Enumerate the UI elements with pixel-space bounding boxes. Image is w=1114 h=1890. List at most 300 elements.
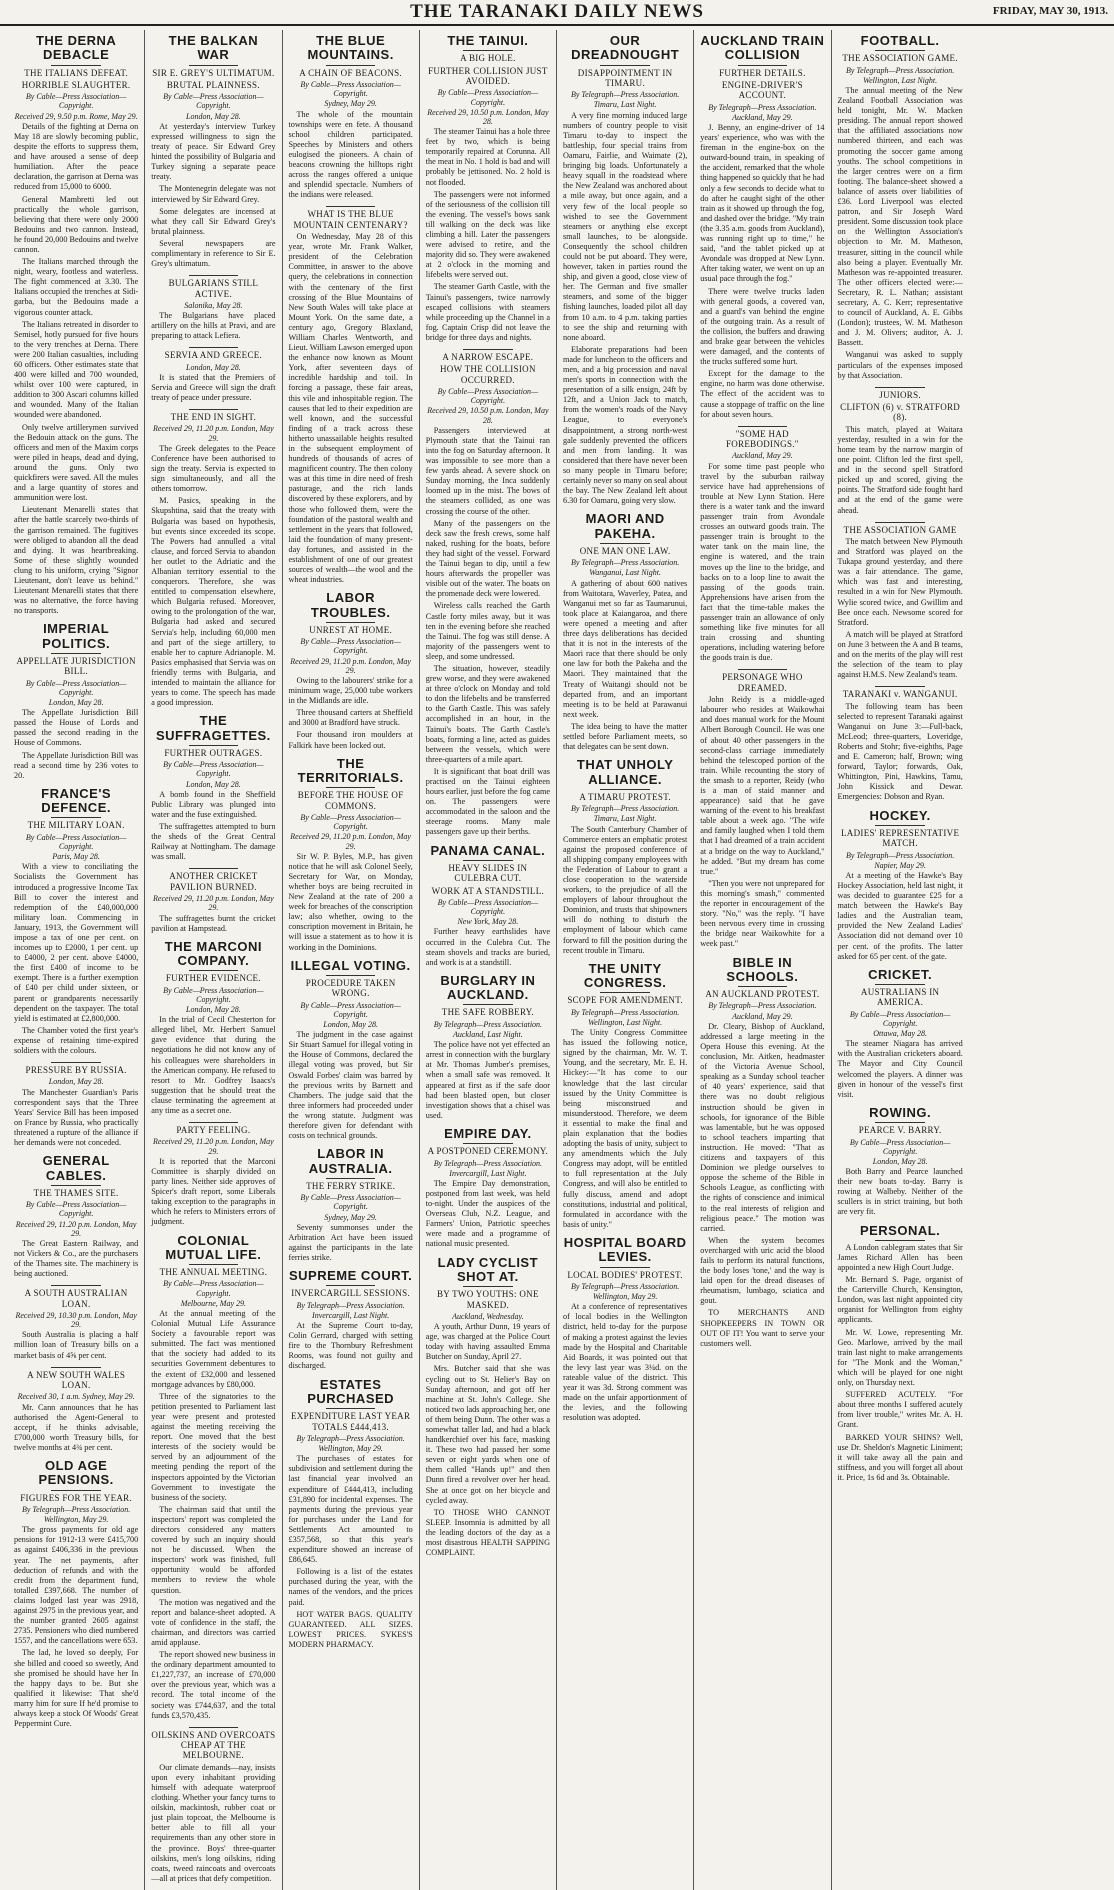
body-paragraph: The Empire Day demonstration, postponed from last week, was held to-night. Under the auspices of the Overseas Club, N.Z. League, and Farmers' Union, Patriotic speeches were made and a programme of national music presented. bbox=[425, 1178, 550, 1249]
dateline: Timaru, Last Night. bbox=[593, 814, 657, 824]
article bbox=[838, 34, 963, 381]
article-headline: AUCKLAND TRAIN COLLISION bbox=[700, 33, 825, 63]
article-subheading: WHAT IS THE BLUE MOUNTAIN CENTENARY? bbox=[293, 209, 408, 230]
wire-credit: By Telegraph—Press Association. bbox=[570, 90, 680, 100]
article-subheading: PEARCE V. BARRY. bbox=[858, 1125, 942, 1136]
headline-rule bbox=[51, 653, 101, 654]
body-paragraph: Many of the passengers on the deck saw the fresh crews, some half naked, rushing for the boats, before they had sight of the vessel. Forward the Tainui began to dip, until a few hours afterwards the propeller was visible out of the water. The boats on the promenade deck were lowered. bbox=[425, 518, 550, 599]
article-subheading: APPELLATE JURISDICTION BILL. bbox=[16, 655, 136, 677]
body-paragraph: Our climate demands—nay, insists upon every inhabitant providing himself with adequate waterproof clothing. Whether your fancy turns to oilskin, mackintosh, rubber coat or just plain topcoat, the Melbourne is better able to fill all your requirements than any other store in the province. Boys' three-quarter oilskins, men's long oilskins, riding coats, tweed raincoats and overcoats—all at prices that defy competition. bbox=[151, 1762, 276, 1883]
article-headline: ESTATES PURCHASED bbox=[307, 1376, 395, 1406]
wire-credit: By Cable—Press Association—Copyright. bbox=[300, 812, 401, 832]
body-paragraph: Four thousand iron moulders at Falkirk have been locked out. bbox=[288, 730, 413, 750]
dateline: Auckland, May 29. bbox=[732, 451, 793, 461]
section-divider bbox=[875, 522, 925, 523]
article-subheading: BEFORE THE HOUSE OF COMMONS. bbox=[297, 790, 404, 811]
body-paragraph: J. Benny, an engine-driver of 14 years' experience, who was with the fireman in the engine-box on the outward-bound train, in speaking of the accident, remarked that the whole thing happened so quickly that he had only a few seconds to decide what to do after he caught sight of the other train as it showed up through the fog, and dashed over the bridge. "My train (the 3.35 a.m. goods from Auckland), was running right up to time," he said, "and the tablet picked up at Avondale was dropped at New Lynn. After taking water, we went on up an usual pace through the fog." bbox=[700, 123, 825, 284]
wire-credit: By Telegraph—Press Association. bbox=[845, 850, 955, 860]
article-subheading: A BIG HOLE. bbox=[460, 53, 516, 64]
body-paragraph: A gathering of about 600 natives from Waitotara, Waverley, Patea, and Wanganui met so far as Taumarunui, took place at Kaiangaroa, and there were opened a meeting and after three days deliberations has decided that it is not in the interests of the Maori race that there should be only one law for both the Pakeha and the Maori. They maintained that the Treaty of Waitangi should not be departed from, and an important meeting is to be held at Parawanui next week. bbox=[563, 578, 688, 719]
wire-credit: By Telegraph—Press Association. bbox=[570, 1007, 680, 1017]
article-subheading: DISAPPOINTMENT IN TIMARU. bbox=[577, 67, 673, 88]
wire-credit: By Cable—Press Association—Copyright. bbox=[163, 92, 264, 111]
headline-rule bbox=[875, 1122, 925, 1123]
article-subheading: THE SAFE ROBBERY. bbox=[441, 1007, 534, 1018]
body-paragraph: It is reported that the Marconi Committee is sharply divided on party lines. Neither side approves of Spicer's draft report, some Liberals taking exception to the paragraphs in which he refers to Ministers errors of judgment. bbox=[151, 1156, 276, 1227]
article-subheading: PROCEDURE TAKEN WRONG. bbox=[305, 977, 396, 999]
article bbox=[14, 1367, 138, 1453]
dateline: Salonika, May 28. bbox=[184, 300, 243, 310]
article bbox=[289, 1378, 413, 1650]
dateline: Received 29, 9.50 p.m. Rome, May 29. bbox=[14, 111, 138, 121]
article-subheading: CLIFTON (6) v. STRATFORD (8). bbox=[840, 402, 961, 423]
headline-rule bbox=[189, 745, 239, 746]
dateline: London, May 28. bbox=[186, 362, 241, 372]
body-paragraph: The motion was negatived and the report and balance-sheet adopted. A vote of confidence in the staff, the chairman, and directors was carried amid applause. bbox=[151, 1597, 276, 1647]
wire-credit: By Telegraph—Press Association. bbox=[296, 1433, 405, 1443]
article-subheading: INVERCARGILL SESSIONS. bbox=[291, 1288, 411, 1299]
column-5 bbox=[557, 30, 694, 1890]
wire-credit: By Telegraph—Press Association. bbox=[21, 1504, 131, 1514]
article-headline: OUR DREADNOUGHT bbox=[571, 33, 680, 63]
headline-rule bbox=[875, 825, 925, 826]
headline-rule bbox=[326, 1178, 376, 1179]
headline-rule bbox=[326, 65, 376, 66]
article bbox=[151, 714, 275, 862]
wire-credit: By Telegraph—Press Association. bbox=[433, 1019, 543, 1029]
article-headline: FOOTBALL. bbox=[860, 33, 940, 48]
dateline: London, May 28. bbox=[323, 1019, 378, 1029]
body-paragraph: Further heavy earthslides have occurred in the Culebra Cut. The steam shovels and tracks are buried, and work is at a standstill. bbox=[425, 927, 550, 967]
article-subheading: WORK AT A STANDSTILL. bbox=[431, 885, 545, 896]
headline-rule bbox=[875, 50, 925, 51]
body-paragraph: The passengers were not informed of the seriousness of the collision till the evening. The vessel's bows sank till walking on the deck was like climbing a hill. Later the passengers were advised to retire, and the majority did so. They were awakened at 2 o'clock in the morning and lifebelts were served out. bbox=[425, 189, 550, 280]
body-paragraph: It is significant that boat drill was practised on the Tainui eighteen hours earlier, just before the fog came on. The passengers were accommodated in the saloon and the steerage rooms. Many male passengers gave up their berths. bbox=[425, 766, 550, 837]
article-headline: HOSPITAL BOARD LEVIES. bbox=[563, 1234, 687, 1265]
body-paragraph: The Greek delegates to the Peace Conference have been authorised to sign the treaty. Servia is expected to sign simultaneously, and all the others tomorrow. bbox=[151, 443, 276, 494]
body-paragraph: Dr. Cleary, Bishop of Auckland, addressed a large meeting in the Opera House this evening. At the conclusion, Mr. Aitken, headmaster of the Victoria Avenue School, speaking as a Sunday school teacher of 40 years' experience, said that there was no doubt religious instruction should be given in schools, for ignorance of the Bible was lamentable, but he was opposed to school teachers imparting that instruction. He moved: "That as citizens and taxpayers of this Dominion we pledge ourselves to oppose the scheme of the Bible in Schools League, as conflicting with the rights of conscience and inimical to the real interests of religion and religious peace." The motion was carried. bbox=[700, 1021, 825, 1233]
article bbox=[426, 34, 550, 343]
article bbox=[563, 962, 687, 1230]
body-paragraph: Several newspapers are complimentary in reference to Sir E. Grey's ultimatum. bbox=[151, 238, 276, 269]
section-divider bbox=[51, 1367, 101, 1368]
headline-rule bbox=[600, 65, 650, 66]
article-subheading: UNREST AT HOME. bbox=[309, 624, 393, 635]
body-paragraph: The situation, however, steadily grew worse, and they were awakened at three o'clock on Monday and told to don the lifebelts and be transferred to the Garth Castle. This was safely accomplished in an hour, in the Tainui's boats. The Garth Castle's boats, forming a line, acted as guides between the vessels, which were three-quarters of a mile apart. bbox=[425, 663, 550, 764]
article bbox=[838, 686, 963, 802]
column-2 bbox=[145, 30, 282, 1890]
article-subheading: EXPENDITURE LAST YEAR TOTALS £444,413. bbox=[290, 1411, 411, 1432]
dateline: Received 29, 11.20 p.m. London, May 29. bbox=[15, 1219, 137, 1238]
article-subheading: SCOPE FOR AMENDMENT. bbox=[567, 995, 683, 1006]
article-headline: LABOR TROUBLES. bbox=[310, 590, 391, 620]
body-paragraph: This match, played at Waitara yesterday, resulted in a win for the home team by the narrow margin of one point. Clifton led the first spell, and in the second spell Stratford picked up and scored, giving the points. The Stratford side fought hard and at the end of the game were ahead. bbox=[837, 424, 963, 515]
article-subheading: THE ANNUAL MEETING. bbox=[159, 1267, 268, 1278]
body-paragraph: With a view to conciliating the Socialists the Government has introduced a progressive Income Tax Bill to cover the interest and redemption of the £40,000,000 military loan. Commencing in January, 1913, the Government will impose a tax of one per cent. on incomes up to £2000, 1 per cent. up to £4000, 2 per cent. above £4000, the first £400 of income to be exempt. There is a further exemption of £40 per child under sixteen, or parent or grandparents necessarily dependent on the taxpayer. The total yield is estimated at £2,800,000. bbox=[14, 862, 139, 1023]
article bbox=[14, 1459, 138, 1729]
body-paragraph: Some delegates are incensed at what they call Sir Edward Grey's brutal plainness. bbox=[151, 206, 276, 236]
body-paragraph: There were twelve trucks laden with general goods, a covered van, and a guard's van behind the engine of the outgoing train. As a result of the collision, the buffers and drawing and brake gear between the vehicles were damaged, and the contents of the trucks suffered some hurt. bbox=[700, 286, 825, 367]
body-paragraph: The report showed new business in the ordinary department amounted to £1,227,737, an increase of £70,000 over the previous year, which was a record. The total income of the society was £744,637, and the total funds £3,570,435. bbox=[151, 1650, 276, 1720]
body-paragraph: A London cablegram states that Sir James Richard Allen has been appointed a new High Court Judge. bbox=[837, 1242, 963, 1273]
headline-rule bbox=[463, 1004, 513, 1005]
article-headline: PANAMA CANAL. bbox=[430, 842, 546, 858]
body-paragraph: The Italians retreated in disorder to Semisel, hotly pursued for five hours to the very trenches at Derna. There were 200 Italian casualties, including 60 officers. Other estimates state that 400 were killed and 700 wounded, whilst over 100 were captured, in addition to 300 Ascari columns killed and wounded. Many of the Italian wounded were abandoned. bbox=[14, 319, 139, 420]
dateline: Wellington, Last Night. bbox=[863, 75, 938, 85]
dateline: Wellington, May 29. bbox=[592, 1292, 658, 1302]
article-headline: OLD AGE PENSIONS. bbox=[38, 1457, 114, 1488]
columns bbox=[8, 30, 1106, 1883]
dateline: New York, May 28. bbox=[457, 917, 519, 927]
wire-credit: By Cable—Press Association—Copyright. bbox=[300, 1000, 401, 1019]
body-paragraph: The following team has been selected to represent Taranaki against Wanganui on June 3:—Full-back, McLeod; three-quarters, Loveridge, Roberts and Stohr; five-eighths, Page and E. Cameron; half, Brown; wing forward, Taylor; forwards, Oak, Whittington, Pini, Hawkins, Tamu, John Kissick and Dewar. Emergencies: Dobson and Ryan. bbox=[837, 701, 963, 802]
article-subheading: THE FERRY STRIKE. bbox=[306, 1180, 396, 1191]
body-paragraph: The Great Eastern Railway, and not Vickers & Co., are the purchasers of the Thames site. The machinery is being auctioned. bbox=[14, 1238, 139, 1279]
headline-rule bbox=[326, 622, 376, 623]
headline-rule bbox=[51, 1185, 101, 1186]
body-paragraph: The steamer Tainui has a hole three feet by two, which is being temporarily repaired at Corunna. All the meat in No. 1 hold is bad and will probably be jettisoned. No. 2 hold is not flooded. bbox=[425, 127, 550, 187]
article bbox=[700, 669, 824, 949]
section-divider bbox=[326, 206, 376, 207]
body-paragraph: The Appellate Jurisdiction Bill passed the House of Lords and passed the second reading in the House of Commons. bbox=[14, 708, 139, 748]
section-divider bbox=[189, 347, 239, 348]
body-paragraph: The steamer Niagara has arrived with the Australian cricketers aboard. The Mayor and City Council welcomed the players. A dinner was given in honour of the vessel's first visit. bbox=[837, 1039, 963, 1099]
dateline: London, May 28. bbox=[186, 1005, 241, 1014]
wire-credit: By Cable—Press Association—Copyright. bbox=[437, 88, 539, 107]
article-subheading: HORRIBLE SLAUGHTER. bbox=[21, 79, 131, 90]
dateline: Melbourne, May 29. bbox=[180, 1298, 247, 1308]
article bbox=[426, 1127, 550, 1250]
dateline: Ottawa, May 28. bbox=[873, 1029, 928, 1039]
article bbox=[14, 787, 138, 1056]
body-paragraph: Except for the damage to the engine, no harm was done otherwise. The effect of the accident was to cause a stoppage of traffic on the line for about seven hours. bbox=[700, 369, 825, 419]
headline-rule bbox=[189, 970, 239, 971]
article-headline: THE DERNA DEBACLE bbox=[35, 33, 117, 63]
article-subheading: SERVIA AND GREECE. bbox=[164, 350, 263, 361]
body-paragraph: General Mambretti led out practically the whole garrison, believing that there were only 2000 Bedouins and two cannon. Instead, he found 20,000 Bedouins and twelve cannon. bbox=[14, 194, 139, 254]
wire-credit: By Cable—Press Association—Copyright. bbox=[25, 678, 127, 697]
body-paragraph: Passengers interviewed at Plymouth state that the Tainui ran into the fog on Saturday afternoon. It was impossible to see more than a few yards ahead. A severe shock on Sunday morning, the Inca suddenly loomed up in the mist. The bows of the steamers collided, as one was crossing the course of the other. bbox=[425, 425, 550, 516]
article-subheading: "SOME HAD FOREBODINGS." bbox=[725, 428, 799, 450]
article-subheading: OILSKINS AND OVERCOATS CHEAP AT THE MELBOURNE. bbox=[151, 1729, 276, 1761]
body-paragraph: The South Canterbury Chamber of Commerce enters an emphatic protest against the proposed conference of all shipping company employees with the Federation of Labour to grant a close cooperation to the waterside workers, to the prejudice of all the employers of labour throughout the Dominion, and trusts that shipowners will do nothing to disturb the employment of labour which came forward to fill the position during the recent trouble in Timaru. bbox=[563, 824, 688, 955]
headline-rule bbox=[326, 1408, 376, 1409]
article bbox=[289, 1147, 413, 1263]
wire-credit: By Cable—Press Association—Copyright. bbox=[25, 1200, 127, 1219]
section-divider bbox=[463, 349, 513, 350]
article bbox=[289, 591, 413, 750]
article-subheading: A NARROW ESCAPE. bbox=[442, 352, 534, 363]
dateline: Received 29, 11.20 p.m. London, May 29. bbox=[290, 656, 411, 675]
dateline: London, May 28. bbox=[48, 698, 104, 707]
body-paragraph: The suffragettes attempted to burn the sheds of the Great Central Railway at Nottingham. The damage was small. bbox=[151, 822, 276, 862]
dateline: Paris, May 28. bbox=[52, 852, 100, 862]
body-paragraph: In the trial of Cecil Chesterton for alleged libel, Mr. Herbert Samuel gave evidence that during the negotiations he did not know any of his colleagues were shareholders in the American company. He refused to resort to Mr. Godfrey Isaacs's suggestion that he should treat the clause terminating the agreement at any time as a secret one. bbox=[151, 1015, 276, 1116]
body-paragraph: Only twelve artillerymen survived the Bedouin attack on the guns. The officers and men of the Maxim corps were piled in heaps, dead and dying, around the guns. Only two quickfirers were saved. All the mules and a large quantity of stores and ammunition were lost. bbox=[14, 422, 139, 503]
article bbox=[563, 1236, 687, 1423]
dateline: Auckland, May 29. bbox=[732, 1011, 793, 1021]
column-7 bbox=[832, 30, 969, 1890]
dateline: Invercargill, Last Night. bbox=[449, 1168, 527, 1178]
body-paragraph: Mrs. Butcher said that she was cycling out to St. Helier's Bay on Sunday afternoon, and got off her machine at St. John's College. She noticed two lads approaching her, one of them being Dunn. The other was a somewhat taller lad, and had a black handkerchief over his face, masking it. These two had passed her some seven or eight yards when one of them called "Hands up!" and then Dunn fired a revolver over her head. She at once got on her bicycle and cycled away. bbox=[425, 1364, 551, 1505]
body-paragraph: On Wednesday, May 28 of this year, wrote Mr. Frank Walker, president of the Celebration Committee, in answer to the above query, the celebrations in connection with the centenary of the first crossing of the Blue Mountains of New South Wales will take place at Mount York. On the same date, a century ago, Gregory Blaxland, William Charles Wentworth, and Lieut. William Lawson emerged upon the enhance now known as Mount York, after seventeen days of incredible hardship and toil. In forcing a passage, these fair areas, this vile and inhospitable region. The causes that led to their expedition are well known, and the successful finding of a track across these hitherto unassailable heights resulted in the subsequent employment of hundreds of thousands of acres of magnificent country. The then colony was at this time in dire need of fresh pasturage, and the rich lands discovered by these explorers, and by those who followed them, were the foundation of the pastoral wealth and settlement in the years that followed, laid the foundation of many present-day fortunes, and assisted in the establishment of one of our greatest sources of wealth—the wool and the wheat industries. bbox=[288, 232, 413, 585]
article-headline: GENERAL CABLES. bbox=[42, 1153, 110, 1183]
article bbox=[289, 206, 413, 585]
article bbox=[426, 349, 550, 838]
article-subheading: HOW THE COLLISION OCCURRED. bbox=[439, 364, 536, 385]
article-subheading: THE ITALIANS DEFEAT. bbox=[24, 67, 129, 78]
body-paragraph: The purchases of estates for subdivision and settlement during the last financial year involved an expenditure of £444,413, including £31,890 for incidental expenses. The payments during the previous year for purchases under the Land for Settlements Act amounted to £357,568, so that this year's expenditure showed an increase of £86,645. bbox=[288, 1454, 413, 1565]
article bbox=[151, 1727, 275, 1884]
body-paragraph: The Montenegrin delegate was not interviewed by Sir Edward Grey. bbox=[151, 184, 276, 204]
body-paragraph: TO THOSE WHO CANNOT SLEEP. Insomnia is admitted by all the leading doctors of the day as a most disastrous HEALTH SAPPING COMPLAINT. bbox=[425, 1507, 550, 1558]
dateline: Auckland, Last Night. bbox=[452, 1029, 523, 1039]
article bbox=[838, 1224, 963, 1483]
article-subheading: TARANAKI v. WANGANUI. bbox=[842, 689, 958, 700]
body-paragraph: The Unity Congress Committee has issued the following notice, signed by the chairman, Mr. W. T. Young, and the secretary, Mr. E. H. Hickey:—"It has come to our knowledge that the last circular issued by the Unity Committee is being misconstrued and misunderstood. Therefore, we deem it essential to make the final and plain explanation that the bodies adopting the basis of unity, subject to any amendments which the July Congress may adopt, will be entitled to full representation at the July Congress, and will also be entitled to fully discuss, amend and adopt constitutions, industrial and political, formulated in accordance with the basis of unity." bbox=[563, 1028, 688, 1229]
article bbox=[289, 959, 413, 1142]
headline-rule bbox=[51, 817, 101, 818]
article-subheading: AN AUCKLAND PROTEST. bbox=[705, 989, 820, 1000]
dateline: Received 29, 11.20 p.m. London, May 29. bbox=[153, 424, 274, 443]
dateline: Wanganui, Last Night. bbox=[589, 568, 661, 578]
article bbox=[700, 426, 824, 664]
wire-credit: By Telegraph—Press Association. bbox=[570, 804, 680, 814]
body-paragraph: At a meeting of the Hawke's Bay Hockey Association, held last night, it was decided to guarantee £25 for a match between the Hawke's Bay ladies and the Australian team, provided the New Zealand Ladies' Association did not demand over 10 per cent. of the profits. The latter asked for 65 per cent. of the gate. bbox=[837, 870, 963, 961]
article bbox=[700, 956, 824, 1349]
article-headline: THE SUFFRAGETTES. bbox=[155, 713, 271, 743]
dateline: Napier, May 29. bbox=[874, 860, 926, 870]
wire-credit: By Cable—Press Association—Copyright. bbox=[849, 1009, 951, 1028]
wire-credit: By Telegraph—Press Association. bbox=[708, 102, 817, 112]
headline-rule bbox=[189, 65, 239, 66]
article bbox=[563, 758, 687, 956]
body-paragraph: At the Supreme Court to-day, Colin Gerrard, charged with setting fire to the Thornbury Refreshment Rooms, was found not guilty and discharged. bbox=[288, 1321, 413, 1371]
dateline: London, May 28. bbox=[48, 1077, 104, 1087]
section-divider bbox=[189, 1122, 239, 1123]
article bbox=[289, 34, 413, 200]
dateline: London, May 28. bbox=[186, 779, 241, 789]
article-headline: THE TERRITORIALS. bbox=[297, 755, 404, 785]
article-headline: HOCKEY. bbox=[869, 807, 931, 823]
body-paragraph: The police have not yet effected an arrest in connection with the burglary at Mr. Thomas Jumber's premises, when a small safe was removed. It appeared at first as if the safe door had been blasted open, but closer investigation shows that a chisel was used. bbox=[425, 1040, 550, 1120]
column-3 bbox=[283, 30, 420, 1890]
article-headline: SUPREME COURT. bbox=[288, 1268, 413, 1284]
article bbox=[426, 1256, 550, 1559]
article-headline: THE TAINUI. bbox=[447, 33, 529, 48]
article-subheading: SIR E. GREY'S ULTIMATUM. bbox=[152, 67, 275, 78]
article-headline: THE UNITY CONGRESS. bbox=[583, 960, 667, 991]
body-paragraph: Both Barry and Pearce launched their new boats to-day. Barry is rowing at Walbeby. Neither of the scullers is in strict training, but both are very fit. bbox=[837, 1167, 963, 1217]
body-paragraph: Following is a list of the estates purchased during the year, with the names of the vendors, and the prices paid. bbox=[288, 1567, 413, 1607]
article-subheading: ANOTHER CRICKET PAVILION BURNED. bbox=[169, 871, 258, 892]
column-1 bbox=[8, 30, 145, 1890]
dateline: Sydney, May 29. bbox=[324, 99, 377, 109]
body-paragraph: HOT WATER BAGS. QUALITY GUARANTEED. ALL SIZES. LOWEST PRICES. SYKES'S MODERN PHARMACY. bbox=[288, 1609, 413, 1649]
article-subheading: A POSTPONED CEREMONY. bbox=[427, 1146, 549, 1157]
article bbox=[289, 1269, 413, 1371]
body-paragraph: The match between New Plymouth and Stratford was played on the Tukapa ground yesterday, and there was a fair attendance. The game, which was fast and interesting, resulted in a win for New Plymouth. Wylie scored twice, and Gwillim and Bee once each. Newsome scored for Stratford. bbox=[837, 536, 963, 627]
body-paragraph: The judgment in the case against Sir Stuart Samuel for illegal voting in the House of Commons, declared the illegal voting was proved, but Sir Oswald Forbes' claim was barred by the previous writs by Barnett and Chambers. The judge said that the three informers had proceeded under the wrong statute. Judgment was therefore given for defendant with costs on technical grounds. bbox=[288, 1030, 413, 1141]
wire-credit: By Cable—Press Association—Copyright. bbox=[300, 1193, 401, 1212]
headline-rule bbox=[738, 986, 788, 987]
article-subheading: BULGARIANS STILL ACTIVE. bbox=[168, 278, 259, 299]
article-headline: THE BLUE MOUNTAINS. bbox=[307, 33, 394, 63]
article-subheading: A SOUTH AUSTRALIAN LOAN. bbox=[24, 1288, 128, 1309]
headline-rule bbox=[875, 1240, 925, 1241]
headline-rule bbox=[51, 65, 101, 66]
body-paragraph: It is stated that the Premiers of Servia and Greece will sign the draft treaty of peace under pressure. bbox=[151, 372, 276, 403]
body-paragraph: John Reidy is a middle-aged labourer who resides at Waikowhai and does manual work for the Mount Albert Borough Council. He was one of about 40 other passengers in the second-class carriage immediately behind the telescoped portion of the train. While recounting the story of the smash to a reporter, Reidy (who is a man of staid manner and appearance) said that he gave warning of the event to his breakfast table about a week ago. "The wife and family laughed when I told them that I had dreamed of a train accident at a bridge on the way to Auckland," he added. "But my dream has come true." bbox=[700, 695, 825, 876]
section-divider bbox=[738, 426, 788, 427]
article bbox=[563, 512, 687, 752]
article bbox=[838, 1106, 963, 1218]
body-paragraph: Wireless calls reached the Garth Castle forty miles away, but it was ten in the evening before she reached the Tainui. The fog was still dense. A majority of the passengers went to sleep, and some undressed. bbox=[425, 601, 550, 661]
article bbox=[14, 1062, 138, 1148]
article-subheading: THE MILITARY LOAN. bbox=[27, 820, 125, 831]
body-paragraph: BARKED YOUR SHINS? Well, use Dr. Sheldon's Magnetic Liniment; it will take away all the pain and stiffness, and you will forget all about it. Price, 1s 6d and 3s. Obtainable. bbox=[837, 1432, 963, 1482]
headline-rule bbox=[189, 1264, 239, 1265]
article-headline: BIBLE IN SCHOOLS. bbox=[726, 954, 799, 984]
wire-credit: By Cable—Press Association—Copyright. bbox=[300, 637, 401, 656]
article-headline: EMPIRE DAY. bbox=[444, 1125, 532, 1141]
body-paragraph: The chairman said that until the inspectors' report was completed the directors considered any matters covered by such an inquiry should not be discussed. When the inspectors' work was finished, full opportunity would be afforded members to review the whole question. bbox=[151, 1504, 276, 1595]
headline-rule bbox=[463, 1143, 513, 1144]
dateline: Auckland, May 29. bbox=[732, 112, 793, 122]
wire-credit: By Cable—Press Association—Copyright. bbox=[437, 387, 539, 406]
headline-rule bbox=[600, 992, 650, 993]
article-headline: COLONIAL MUTUAL LIFE. bbox=[165, 1232, 262, 1262]
article bbox=[14, 1285, 138, 1360]
wire-credit: By Cable—Press Association—Copyright. bbox=[437, 897, 539, 917]
article-subheading: PRESSURE BY RUSSIA. bbox=[25, 1065, 127, 1076]
body-paragraph: The annual meeting of the New Zealand Football Association was held tonight, Mr. W. Macken presiding. The annual report showed that the affiliated associations now numbered thirteen, and each was promoting the soccer game among youths. The school competitions in the larger centres were on a firm footing. The balance-sheet showed a balance of assets over liabilities of £36. Lord Liverpool was elected patron, and Sir Joseph Ward president. Some discussion took place on the Wellington Association's objection to Mr. M. Matheson, treasurer, sitting in the council while also being a player. Eventually Mr. Matheson was re-appointed treasurer. The other officers elected were:—Secretary, R. L. Nathan; assistant secretary, A. C. Kerr; representative to council of Auckland, A. E. Gibbs (London); trustees, W. M. Matheson and J. M. Olivers; auditor, A. J. Bassett. bbox=[837, 86, 963, 348]
article bbox=[151, 1122, 275, 1227]
body-paragraph: Mr. W. Lowe, representing Mr. Geo. Marlowe, arrived by the mail train last night to make arrangements for "The Monk and the Woman," which will be played for one night only, on Thursday next. bbox=[837, 1327, 963, 1388]
body-paragraph: TO MERCHANTS AND SHOPKEEPERS IN TOWN OR OUT OF IT! You want to serve your customers well. bbox=[700, 1308, 825, 1348]
body-paragraph: A bomb found in the Sheffield Public Library was plunged into water and the fuse extinguished. bbox=[151, 789, 276, 819]
wire-credit: By Cable—Press Association—Copyright. bbox=[163, 985, 264, 1004]
article-headline: FRANCE'S DEFENCE. bbox=[41, 785, 112, 816]
body-paragraph: A match will be played at Stratford on June 3 between the A and B teams, and on the merits of the play will rest the selection of the team to play against H.M.S. New Zealand's team. bbox=[837, 629, 963, 680]
wire-credit: By Telegraph—Press Association. bbox=[570, 1281, 680, 1291]
article-subheading: PERSONAGE WHO DREAMED. bbox=[722, 672, 803, 693]
article-headline: MAORI AND PAKEHA. bbox=[585, 511, 665, 541]
dateline: London, May 28. bbox=[872, 1156, 928, 1166]
article-headline: THE MARCONI COMPANY. bbox=[164, 938, 262, 968]
body-paragraph: Elaborate preparations had been made for luncheon to the officers and men, and a big procession and naval men's sports in connection with the presentation of a silk ensign, 24ft by 12ft, and a Union Jack to match, from the women's roads of the Navy League, to everyone's disappointment, a strong north-west gale suddenly prevented the officers and men from landing. It was considered that there have never been so many people in Timaru before; certainly never so many on seal about the bay. The New Zealand left about 6.30 for Oamaru, going very slow. bbox=[563, 344, 688, 506]
dateline: Wellington, Last Night. bbox=[588, 1017, 663, 1027]
article-subheading: FURTHER EVIDENCE. bbox=[165, 973, 261, 984]
body-paragraph: A youth, Arthur Dunn, 19 years of age, was charged at the Police Court today with having assaulted Emma Butcher on Sunday, April 27. bbox=[425, 1322, 550, 1362]
newspaper-title: THE TARANAKI DAILY NEWS bbox=[410, 1, 704, 22]
article bbox=[700, 34, 824, 420]
section-divider bbox=[51, 1062, 101, 1063]
article-headline: ROWING. bbox=[869, 1104, 932, 1120]
article-headline: IMPERIAL POLITICS. bbox=[42, 621, 111, 651]
wire-credit: By Cable—Press Association—Copyright. bbox=[849, 1137, 951, 1156]
article-subheading: LADIES' REPRESENTATIVE MATCH. bbox=[841, 827, 960, 849]
article bbox=[151, 1234, 275, 1721]
article bbox=[426, 844, 550, 968]
body-paragraph: Details of the fighting at Derna on May 18 are slowly becoming public, despite the efforts to suppress them, and have aroused a sense of deep humiliation. After the peace declaration, the garrison at Derna was reduced from 15,000 to 6000. bbox=[14, 121, 139, 192]
wire-credit: By Telegraph—Press Association. bbox=[570, 558, 680, 568]
column-6 bbox=[694, 30, 831, 1890]
body-paragraph: The Bulgarians have placed artillery on the hills at Pravi, and are preparing to attack Lefiera. bbox=[151, 311, 276, 341]
body-paragraph: The steamer Garth Castle, with the Tainui's passengers, twice narrowly escaped collisions with steamers while proceeding up the Channel in a fog. Captain Crisp did not leave the bridge for three days and nights. bbox=[425, 282, 550, 342]
wire-credit: By Telegraph—Press Association. bbox=[433, 1158, 543, 1168]
headline-rule bbox=[326, 975, 376, 976]
dateline: Received 29, 10.30 p.m. London, May 29. bbox=[15, 1310, 137, 1330]
body-paragraph: SUFFERED ACUTELY. "For about three months I suffered acutely from liver trouble," writes Mr. A. H. Grant. bbox=[837, 1390, 963, 1430]
body-paragraph: Sir W. P. Byles, M.P., has given notice that he will ask Colonel Seely, Secretary for War, on Monday, whether boys are being recruited in New Zealand at the rate of 200 a week for breaches of the conscription law; also whether, owing to the conscription movement in Britain, he will issue a statement as to how it is working in the Dominions. bbox=[288, 851, 413, 952]
wire-credit: By Telegraph—Press Association. bbox=[845, 65, 955, 75]
article-subheading: JUNIORS. bbox=[879, 389, 921, 400]
dateline: Sydney, May 29. bbox=[324, 1212, 377, 1222]
article-subheading: THE END IN SIGHT. bbox=[170, 412, 257, 423]
article bbox=[151, 347, 275, 403]
article-subheading: HEAVY SLIDES IN CULEBRA CUT. bbox=[448, 862, 528, 884]
body-paragraph: The lad, he loved so deeply, For she billed and cooed so sweetly, And she promised he should have her In the happy days to be. But she qualified it likewise: That she'd marry him for sure If he'd promise to always keep a stock Of Woods' Great Peppermint Cure. bbox=[14, 1648, 139, 1729]
article-subheading: FURTHER DETAILS. bbox=[719, 67, 806, 78]
article-headline: LABOR IN AUSTRALIA. bbox=[308, 1146, 393, 1176]
body-paragraph: At the annual meeting of the Colonial Mutual Life Assurance Society a favourable report was submitted. The fact was mentioned that the society had added to its securities Government debentures to the extent of £32,000 and lessened mortgage advances by £80,000. bbox=[151, 1309, 276, 1389]
article-subheading: A TIMARU PROTEST. bbox=[579, 791, 671, 802]
wire-credit: By Cable—Press Association—Copyright. bbox=[163, 760, 264, 779]
article bbox=[14, 34, 138, 616]
article-subheading: THE ASSOCIATION GAME. bbox=[842, 53, 958, 64]
article-subheading: BY TWO YOUTHS: ONE MASKED. bbox=[436, 1289, 539, 1310]
dateline: Received 29, 11.20 p.m. London, May 29. bbox=[153, 894, 274, 913]
body-paragraph: The Manchester Guardian's Paris correspondent says that the Three Years' Service Bill has been imposed on France by Russia, who practically threatened a rupture of the alliance if her demands were not conceded. bbox=[14, 1087, 139, 1148]
article bbox=[14, 1154, 138, 1279]
body-paragraph: When the system becomes overcharged with uric acid the blood fails to perform its natural functions, the body loses 'tone,' and the way is laid open for the dread diseases of rheumatism, lumbago, sciatica and gout. bbox=[700, 1235, 825, 1306]
body-paragraph: Three thousand carters at Sheffield and 3000 at Bradford have struck. bbox=[288, 708, 413, 728]
body-paragraph: "Then you were not unprepared for this morning's smash," commented the reporter in encouragement of the story. "No," was the reply. "I have been nervous every time in crossing the bridge near Waikowhite for a week past." bbox=[700, 878, 825, 949]
body-paragraph: The idea being to have the matter settled before Parliament meets, so that delegates can be sent down. bbox=[563, 721, 688, 752]
masthead bbox=[0, 0, 1114, 26]
article-headline: CRICKET. bbox=[868, 966, 933, 982]
body-paragraph: The Appellate Jurisdiction Bill was read a second time by 236 votes to 20. bbox=[14, 750, 139, 780]
article-subheading: THE ASSOCIATION GAME bbox=[843, 524, 957, 535]
body-paragraph: The gross payments for old age pensions for 1912-13 were £415,700 as against £406,336 in the previous year. The net payments, after deduction of refunds and with the credit from the department fund, totalled £397,668. The number of claims lodged last year was 2918, against 2975 in the previous year, and the number granted 2605 against 2735. Pensioners who died numbered 1557, and the cancellations were 653. bbox=[14, 1525, 139, 1646]
section-divider bbox=[51, 1285, 101, 1286]
article bbox=[151, 868, 275, 933]
article-subheading: LOCAL BODIES' PROTEST. bbox=[567, 1269, 683, 1280]
headline-rule bbox=[875, 984, 925, 985]
article-subheading: FURTHER OUTRAGES. bbox=[164, 747, 263, 758]
headline-rule bbox=[51, 1490, 101, 1491]
article-subheading: BRUTAL PLAINNESS. bbox=[166, 79, 260, 90]
article-subheading: A NEW SOUTH WALES LOAN. bbox=[27, 1369, 126, 1390]
article-subheading: FIGURES FOR THE YEAR. bbox=[20, 1492, 133, 1503]
section-divider bbox=[189, 409, 239, 410]
section-divider bbox=[189, 868, 239, 869]
body-paragraph: Mr. Cann announces that he has authorised the Agent-General to accept, if he thinks advisable, £700,000 worth Treasury bills, for twelve months at 4¾ per cent. bbox=[14, 1402, 139, 1452]
body-paragraph: For some time past people who travel by the suburban railway service have had apprehensions of trouble at New Lynn Station. Here there is a water tank and the inward passenger train from Avondale crosses an outward goods train. The passenger train is brought to the water tank on the main line, the engine is watered, and the train moves up the line to the bridge, and backs on to a loop line to await the passing of the goods train. Apprehensions have arisen from the fact that the time-table makes the passenger train an allowance of only something like five minutes for all train crossing and shunting operations, including watering before the goods train is due. bbox=[700, 461, 825, 663]
dateline: Invercargill, Last Night. bbox=[312, 1310, 390, 1320]
article-subheading: PARTY FEELING. bbox=[176, 1125, 251, 1136]
body-paragraph: The Chamber voted the first year's expense of retaining time-expired soldiers with the colours. bbox=[14, 1025, 139, 1056]
dateline: Received 30, 1 a.m. Sydney, May 29. bbox=[17, 1392, 135, 1402]
body-paragraph: Wanganui was asked to supply particulars of the expenses imposed by that Association. bbox=[837, 350, 963, 380]
headline-rule bbox=[600, 789, 650, 790]
body-paragraph: Seventy summonses under the Arbitration Act have been issued against the participants in the late ferries strike. bbox=[288, 1222, 413, 1262]
body-paragraph: The Italians marched through the night, weary, footless and waterless. The fight commenced at 3.30. The Italians occupied the trenches at Sidi-garba, but the Bedouins made a vigorous counter attack. bbox=[14, 257, 139, 317]
wire-credit: By Cable—Press Association—Copyright. bbox=[25, 832, 127, 851]
body-paragraph: Three of the signatories to the petition presented to Parliament last year were present and protested against the meeting receiving the report. One moved that the best interests of the society would be served by an adjournment of the meeting pending the report of the inspectors appointed by the Victorian Government to investigate the business of the society. bbox=[151, 1391, 276, 1502]
section-divider bbox=[875, 686, 925, 687]
